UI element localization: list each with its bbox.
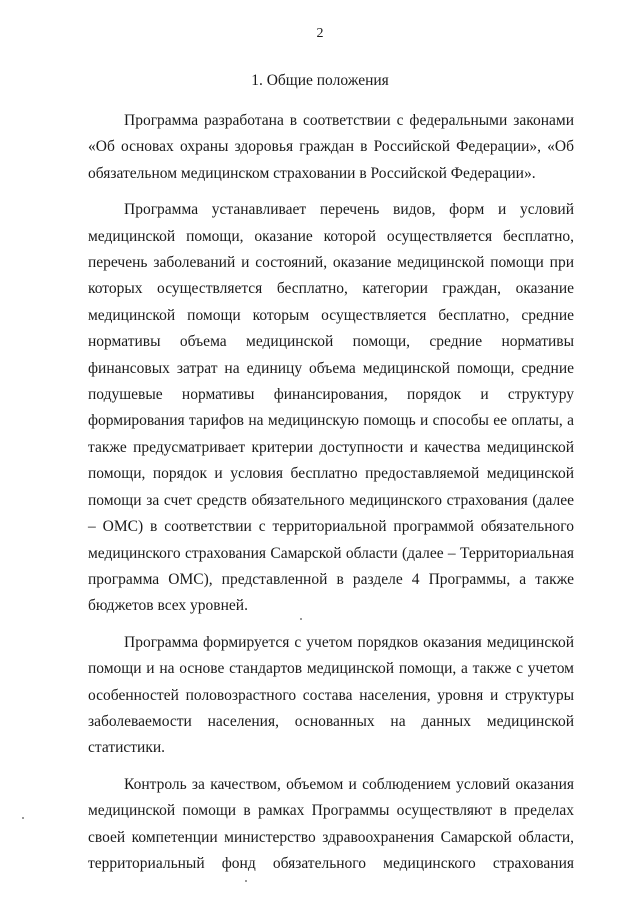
paragraph-legal-basis: Программа разработана в соответствии с федеральными законами «Об основах охраны здоровья граждан в Российской Федерации», «Об обязательном медицинском страховании в Российской Федерации».	[88, 112, 574, 182]
paragraph-program-scope: Программа устанавливает перечень видов, форм и условий медицинской помощи, оказание которой осуществляется бесплатно, перечень заболеваний и состояний, оказание медицинской помощи при которых осуществляется бесплатно, категории граждан, оказание медицинской помощи которым осуществляется бесплатно, средние нормативы объема медицинской помощи, средние нормативы финансовых затрат на единицу объема медицинской помощи, средние подушевые нормативы финансирования, порядок и структуру формирования тарифов на медицинскую помощь и способы ее оплаты, а также предусматривает критерии доступности и качества медицинской помощи, порядок и условия бесплатно предоставляемой медицинской помощи за счет средств обязательного медицинского страхования (далее – ОМС) в соответствии с территориальной программой обязательного медицинского страхования Самарской области (далее – Территориальная программа ОМС), представленной в разделе 4 Программы, а также бюджетов всех уровней.	[88, 201, 574, 615]
section-heading: 1. Общие положения	[251, 72, 389, 89]
scan-speck	[300, 618, 302, 620]
document-body	[88, 108, 574, 877]
scan-speck	[22, 817, 24, 819]
scan-speck	[245, 880, 247, 882]
page-number: 2	[316, 26, 324, 41]
paragraph-quality-control: Контроль за качеством, объемом и соблюдением условий оказания медицинской помощи в рамках Программы осуществляют в пределах своей компетенции министерство здравоохранения Самарской области, территориальный фонд обязательного медицинского страхования	[88, 775, 574, 872]
paragraph-program-formation: Программа формируется с учетом порядков оказания медицинской помощи и на основе стандартов медицинской помощи, а также с учетом особенностей половозрастного состава населения, уровня и структуры заболеваемости населения, основанных на данных медицинской статистики.	[88, 633, 574, 757]
